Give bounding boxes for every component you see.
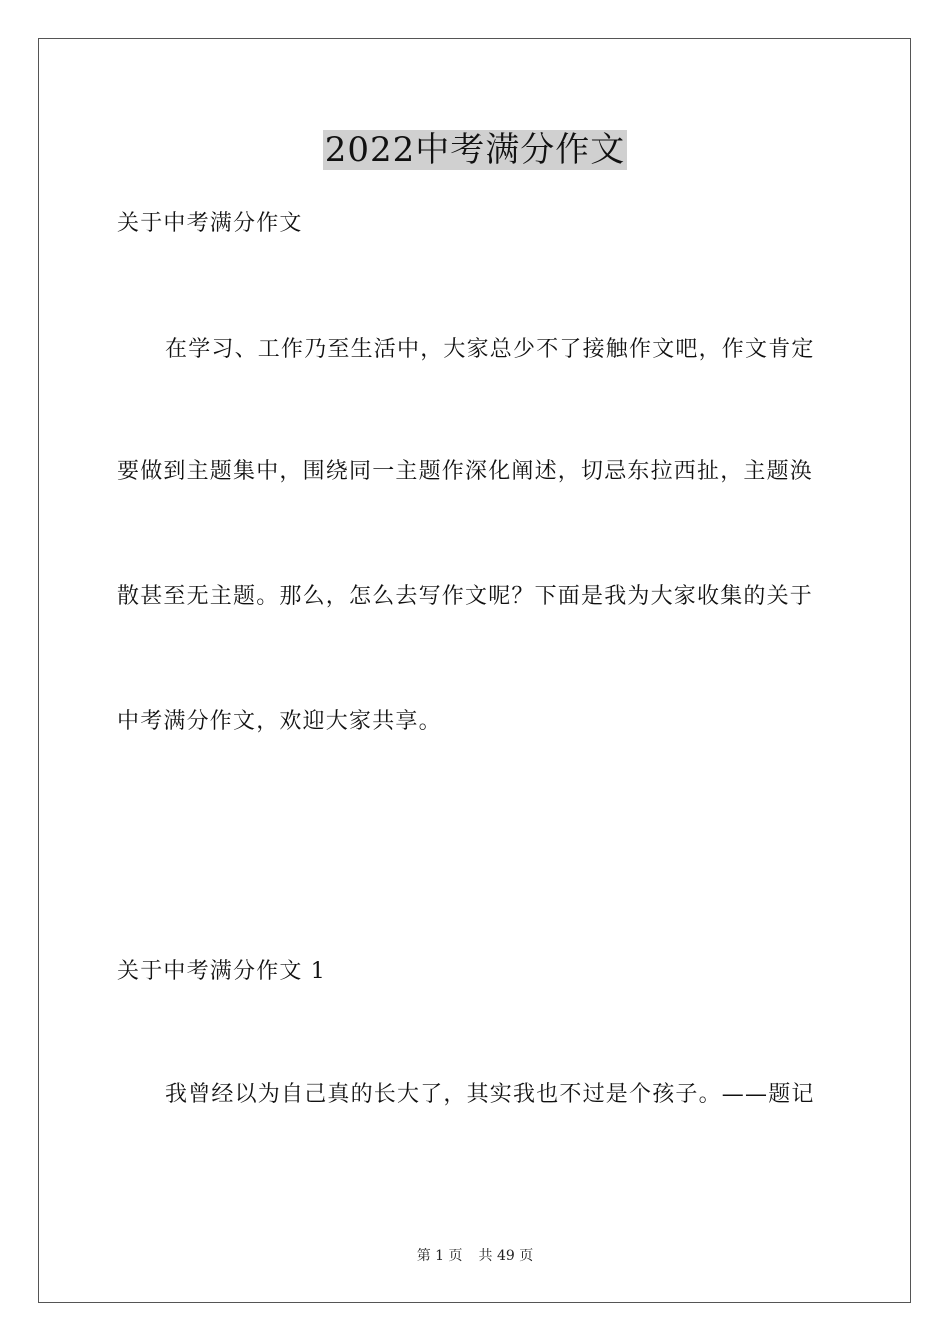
page-total: 共 49 页	[478, 1248, 534, 1264]
essay-1-heading: 关于中考满分作文 1	[117, 959, 326, 984]
intro-paragraph-line-2: 要做到主题集中，围绕同一主题作深化阐述，切忌东拉西扯，主题涣	[117, 459, 814, 484]
intro-paragraph-line-3: 散甚至无主题。那么，怎么去写作文呢？下面是我为大家收集的关于	[117, 584, 814, 609]
essay-1-paragraph-line-1: 我曾经以为自己真的长大了，其实我也不过是个孩子。——题记	[165, 1082, 815, 1107]
page-number: 第 1 页	[416, 1248, 463, 1264]
page-footer	[0, 1246, 950, 1266]
intro-paragraph-line-1: 在学习、工作乃至生活中，大家总少不了接触作文吧，作文肯定	[165, 337, 815, 362]
document-title	[0, 126, 950, 174]
intro-paragraph-line-4: 中考满分作文，欢迎大家共享。	[117, 709, 442, 734]
document-title-text: 2022中考满分作文	[324, 130, 626, 170]
intro-heading: 关于中考满分作文	[117, 211, 303, 236]
